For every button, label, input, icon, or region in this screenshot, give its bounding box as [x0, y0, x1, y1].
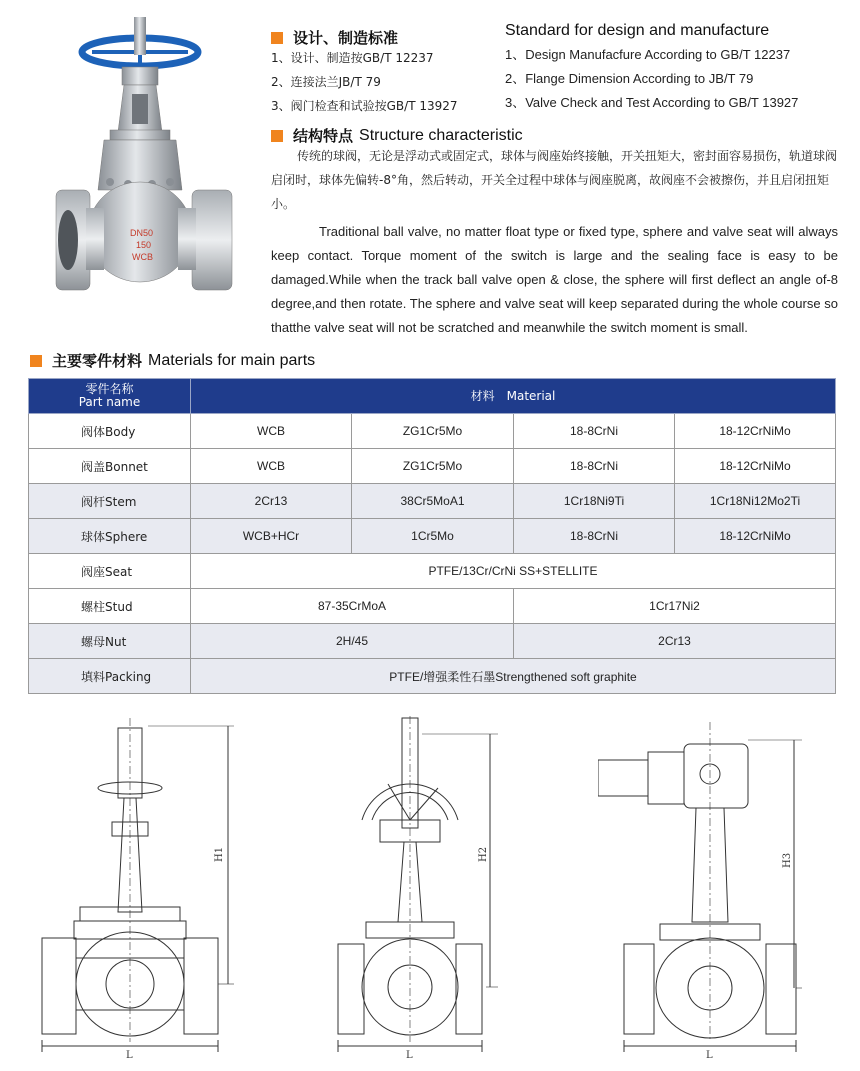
table-row — [29, 484, 836, 519]
part-name-cell: 阀杆Stem — [29, 484, 191, 519]
dim-l-label: L — [406, 1050, 413, 1061]
material-cell: 38Cr5MoA1 — [352, 484, 514, 519]
material-cell: 18-8CrNi — [514, 449, 675, 484]
photo-marking-2: 150 — [136, 240, 152, 250]
design-item-en: 1、Design Manufacfure According to GB/T 12237 — [505, 47, 791, 62]
part-name-header: 零件名称 Part name — [29, 379, 191, 414]
table-header-row — [29, 379, 836, 414]
drawing-handwheel-valve — [28, 712, 248, 1062]
material-cell: PTFE/13Cr/CrNi SS+STELLITE — [191, 554, 836, 589]
table-row — [29, 554, 836, 589]
material-cell: 1Cr18Ni9Ti — [514, 484, 675, 519]
photo-marking-3: WCB — [132, 252, 153, 262]
structure-heading-zh: 结构特点 — [293, 127, 354, 145]
design-heading-zh: 设计、制造标准 — [293, 29, 399, 47]
table-row — [29, 414, 836, 449]
material-cell: 1Cr5Mo — [352, 519, 514, 554]
material-cell: 2Cr13 — [514, 624, 836, 659]
part-name-cell: 螺柱Stud — [29, 589, 191, 624]
material-cell: 18-8CrNi — [514, 414, 675, 449]
material-cell: ZG1Cr5Mo — [352, 449, 514, 484]
orange-bullet-icon — [271, 32, 283, 44]
material-cell: 1Cr17Ni2 — [514, 589, 836, 624]
design-list-zh — [271, 46, 458, 118]
design-item-en: 3、Valve Check and Test According to GB/T 13927 — [505, 95, 799, 110]
part-name-cell: 阀座Seat — [29, 554, 191, 589]
material-cell: PTFE/增强柔性石墨Strengthened soft graphite — [191, 659, 836, 694]
material-cell: 87-35CrMoA — [191, 589, 514, 624]
design-item-en: 2、Flange Dimension According to JB/T 79 — [505, 71, 754, 86]
materials-heading-zh: 主要零件材料 — [52, 352, 143, 370]
design-item-zh: 2、连接法兰JB/T 79 — [271, 75, 381, 89]
dim-h1-label: H1 — [214, 846, 225, 862]
part-name-cell: 阀盖Bonnet — [29, 449, 191, 484]
material-cell: WCB+HCr — [191, 519, 352, 554]
materials-table — [28, 378, 836, 694]
material-cell: 18-8CrNi — [514, 519, 675, 554]
dim-h3-label: H3 — [782, 852, 793, 868]
structure-paragraph-zh: 传统的球阀，无论是浮动式或固定式，球体与阀座始终接触，开关扭矩大，密封面容易损伤，轨道球阀启闭时，球体先偏转-8°角，然后转动，开关全过程中球体与阀座脱离，故阀座不会被擦伤，并且启闭扭矩小。 — [271, 149, 838, 211]
structure-heading-en: Structure characteristic — [359, 126, 523, 144]
orange-bullet-icon — [271, 130, 283, 142]
dim-l-label: L — [126, 1050, 133, 1061]
material-cell: 18-12CrNiMo — [675, 519, 836, 554]
material-header: 材料 Material — [191, 379, 836, 414]
structure-paragraph-en: Traditional ball valve, no matter float type or fixed type, sphere and valve seat will always keep contact. Torque moment of the switch is large and the sealing face is easy to be damaged.While when the track ball valve open & close, the sphere will first deflect an angle of-8 degree,and then rotate. The sphere and valve seat will keep separated during the whole course so thatthe valve seat will not be scratched and meanwhile the switch moment is small. — [271, 224, 838, 335]
part-name-cell: 阀体Body — [29, 414, 191, 449]
drawing-electric-valve — [598, 712, 828, 1062]
drawing-gear-valve — [318, 712, 538, 1062]
table-row — [29, 624, 836, 659]
material-cell: 18-12CrNiMo — [675, 449, 836, 484]
material-cell: 2Cr13 — [191, 484, 352, 519]
orange-bullet-icon — [30, 355, 42, 367]
materials-heading — [30, 350, 315, 371]
photo-marking-1: DN50 — [130, 228, 154, 238]
valve-photo — [52, 12, 242, 302]
part-name-cell: 螺母Nut — [29, 624, 191, 659]
table-row — [29, 659, 836, 694]
design-item-zh: 1、设计、制造按GB/T 12237 — [271, 51, 434, 65]
table-row — [29, 449, 836, 484]
materials-heading-en: Materials for main parts — [148, 351, 316, 369]
table-row — [29, 519, 836, 554]
material-cell: 1Cr18Ni12Mo2Ti — [675, 484, 836, 519]
design-list-en — [505, 43, 798, 115]
structure-heading — [271, 125, 523, 146]
dim-h2-label: H2 — [478, 846, 489, 862]
part-name-cell: 填料Packing — [29, 659, 191, 694]
material-cell: 18-12CrNiMo — [675, 414, 836, 449]
material-cell: WCB — [191, 449, 352, 484]
design-heading-en: Standard for design and manufacture — [505, 22, 770, 39]
design-item-zh: 3、阀门检查和试验按GB/T 13927 — [271, 99, 458, 113]
dim-l-label: L — [706, 1050, 713, 1061]
material-cell: ZG1Cr5Mo — [352, 414, 514, 449]
material-cell: WCB — [191, 414, 352, 449]
design-heading — [271, 27, 398, 48]
part-name-cell: 球体Sphere — [29, 519, 191, 554]
table-row — [29, 589, 836, 624]
material-cell: 2H/45 — [191, 624, 514, 659]
